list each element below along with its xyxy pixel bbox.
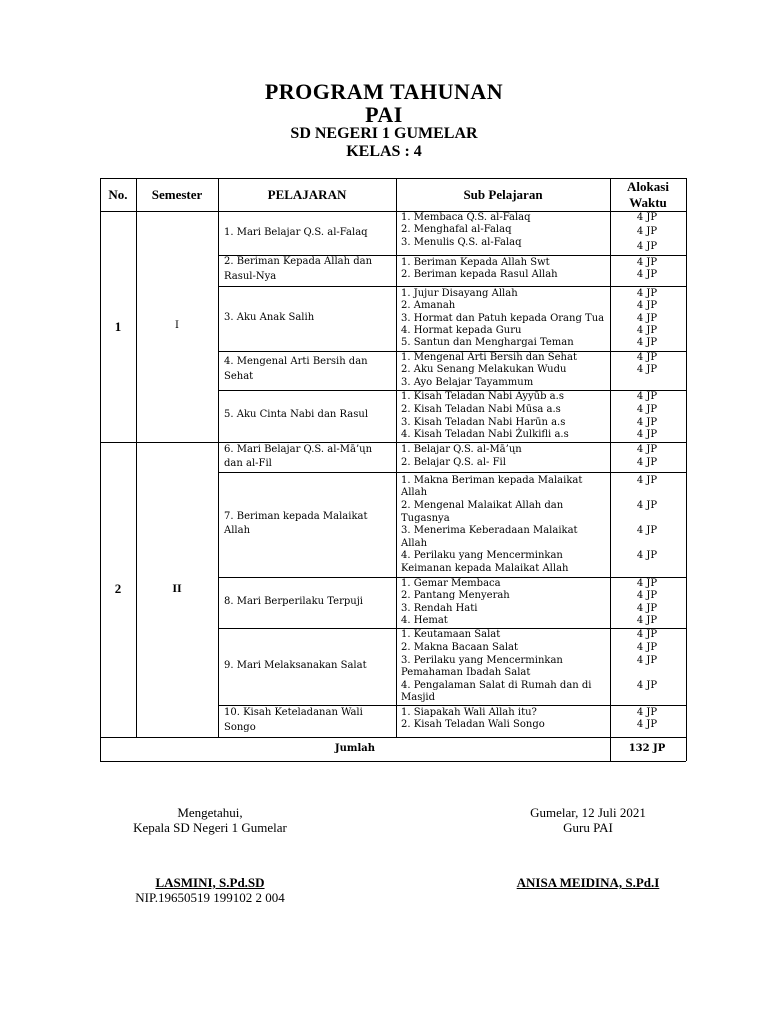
row-number-1: 1 bbox=[114, 319, 122, 334]
jp-value: 4 JP bbox=[636, 288, 658, 299]
sub-item: 2. Belajar Q.S. al- Fil bbox=[401, 457, 506, 468]
jp-value: 4 JP bbox=[636, 500, 658, 511]
sub-item: 1. Gemar Membaca bbox=[401, 578, 501, 589]
sub-item: 3. Rendah Hati bbox=[401, 603, 478, 614]
jp-value: 4 JP bbox=[636, 300, 658, 311]
lesson-7: 7. Beriman kepada Malaikat bbox=[224, 511, 368, 522]
sub-item: 3. Kisah Teladan Nabi Harūn a.s bbox=[401, 417, 566, 428]
sub-item: 2. Aku Senang Melakukan Wudu bbox=[401, 364, 567, 375]
sig-right-name: ANISA MEIDINA, S.Pd.I bbox=[516, 875, 660, 890]
jp-value: 4 JP bbox=[636, 391, 658, 402]
sub-item: 3. Perilaku yang Mencerminkan bbox=[401, 655, 563, 666]
jp-value: 4 JP bbox=[636, 352, 658, 363]
jp-value: 4 JP bbox=[636, 642, 658, 653]
doc-title: PROGRAM TAHUNAN bbox=[264, 79, 504, 104]
jp-value: 4 JP bbox=[636, 417, 658, 428]
sub-item: 1. Siapakah Wali Allah itu? bbox=[401, 707, 537, 718]
sub-item: 1. Membaca Q.S. al-Falaq bbox=[401, 212, 531, 223]
total-label: Jumlah bbox=[334, 743, 376, 754]
jp-value: 4 JP bbox=[636, 578, 658, 589]
jp-value: 4 JP bbox=[636, 269, 658, 280]
sub-item: 1. Kisah Teladan Nabi Ayyūb a.s bbox=[401, 391, 564, 402]
sig-left-label: Mengetahui, bbox=[177, 805, 243, 820]
jp-value: 4 JP bbox=[636, 325, 658, 336]
sub-item: 1. Belajar Q.S. al-Mā’ųn bbox=[401, 444, 522, 455]
sub-item: 3. Menulis Q.S. al-Falaq bbox=[401, 237, 522, 248]
jp-value: 4 JP bbox=[636, 475, 658, 486]
jp-value: 4 JP bbox=[636, 337, 658, 348]
sub-item: Allah bbox=[401, 487, 428, 498]
total-value: 132 JP bbox=[628, 743, 666, 754]
lesson-2: 2. Beriman Kepada Allah dan bbox=[224, 256, 373, 267]
sub-item: 2. Beriman kepada Rasul Allah bbox=[401, 269, 558, 280]
sub-item: 2. Kisah Teladan Wali Songo bbox=[401, 719, 545, 730]
jp-value: 4 JP bbox=[636, 444, 658, 455]
jp-value: 4 JP bbox=[636, 615, 658, 626]
sub-item: Masjid bbox=[401, 692, 436, 703]
sig-left-name: LASMINI, S.Pd.SD bbox=[155, 875, 265, 890]
jp-value: 4 JP bbox=[636, 429, 658, 440]
sub-item: 3. Menerima Keberadaan Malaikat bbox=[401, 525, 578, 536]
jp-value: 4 JP bbox=[636, 241, 658, 252]
jp-value: 4 JP bbox=[636, 525, 658, 536]
jp-value: 4 JP bbox=[636, 404, 658, 415]
sub-item: 1. Jujur Disayang Allah bbox=[401, 288, 518, 299]
semester-2: II bbox=[172, 581, 182, 595]
school-name: SD NEGERI 1 GUMELAR bbox=[290, 125, 478, 142]
sig-left-title: Kepala SD Negeri 1 Gumelar bbox=[133, 820, 287, 835]
jp-value: 4 JP bbox=[636, 719, 658, 730]
lesson-7-cont: Allah bbox=[224, 525, 251, 536]
lesson-4: 4. Mengenal Arti Bersih dan bbox=[224, 356, 368, 367]
jp-value: 4 JP bbox=[636, 590, 658, 601]
lesson-6-cont: dan al-Fil bbox=[224, 458, 272, 469]
header-pelajaran: PELAJARAN bbox=[267, 187, 347, 202]
header-no: No. bbox=[108, 187, 128, 202]
sub-item: 1. Beriman Kepada Allah Swt bbox=[401, 257, 550, 268]
sig-right-title: Guru PAI bbox=[563, 820, 613, 835]
jp-value: 4 JP bbox=[636, 212, 658, 223]
lesson-5: 5. Aku Cinta Nabi dan Rasul bbox=[224, 409, 369, 420]
jp-value: 4 JP bbox=[636, 680, 658, 691]
jp-value: 4 JP bbox=[636, 457, 658, 468]
jp-value: 4 JP bbox=[636, 707, 658, 718]
jp-value: 4 JP bbox=[636, 226, 658, 237]
row-number-2: 2 bbox=[114, 581, 122, 596]
lesson-2-cont: Rasul-Nya bbox=[224, 271, 277, 282]
sub-item: 4. Hemat bbox=[401, 615, 448, 626]
sub-item: 4. Kisah Teladan Nabi Żulkifli a.s bbox=[401, 429, 569, 440]
jp-value: 4 JP bbox=[636, 655, 658, 666]
header-alokasi: Alokasi bbox=[627, 179, 669, 194]
doc-subtitle: PAI bbox=[365, 102, 403, 127]
lesson-4-cont: Sehat bbox=[224, 371, 254, 382]
sub-item: 1. Makna Beriman kepada Malaikat bbox=[401, 475, 583, 486]
sub-item: 3. Hormat dan Patuh kepada Orang Tua bbox=[401, 313, 605, 324]
jp-value: 4 JP bbox=[636, 629, 658, 640]
jp-value: 4 JP bbox=[636, 550, 658, 561]
jp-value: 4 JP bbox=[636, 603, 658, 614]
lesson-10-cont: Songo bbox=[224, 722, 256, 733]
sub-item: 2. Kisah Teladan Nabi Mūsa a.s bbox=[401, 404, 561, 415]
sig-left-nip: NIP.19650519 199102 2 004 bbox=[135, 890, 285, 905]
sig-right-date: Gumelar, 12 Juli 2021 bbox=[530, 805, 646, 820]
sub-item: 3. Ayo Belajar Tayammum bbox=[401, 377, 534, 388]
class-label: KELAS : 4 bbox=[346, 143, 422, 160]
sub-item: Keimanan kepada Malaikat Allah bbox=[401, 563, 569, 574]
header-waktu: Waktu bbox=[629, 195, 667, 210]
jp-value: 4 JP bbox=[636, 257, 658, 268]
sub-item: Allah bbox=[401, 538, 428, 549]
lesson-6: 6. Mari Belajar Q.S. al-Mā’ųn bbox=[224, 444, 373, 455]
lesson-8: 8. Mari Berperilaku Terpuji bbox=[224, 596, 363, 607]
lesson-9: 9. Mari Melaksanakan Salat bbox=[224, 660, 367, 671]
lesson-10: 10. Kisah Keteladanan Wali bbox=[224, 707, 363, 718]
sub-item: 2. Menghafal al-Falaq bbox=[401, 224, 512, 235]
sub-item: 4. Perilaku yang Mencerminkan bbox=[401, 550, 563, 561]
sub-item: 1. Keutamaan Salat bbox=[401, 629, 501, 640]
header-sub-pelajaran: Sub Pelajaran bbox=[463, 187, 543, 202]
sub-item: 4. Pengalaman Salat di Rumah dan di bbox=[401, 680, 592, 691]
sub-item: Pemahaman Ibadah Salat bbox=[401, 667, 531, 678]
sub-item: Tugasnya bbox=[401, 513, 450, 524]
sub-item: 2. Amanah bbox=[401, 300, 456, 311]
sub-item: 1. Mengenal Arti Bersih dan Sehat bbox=[401, 352, 577, 363]
jp-value: 4 JP bbox=[636, 364, 658, 375]
header-semester: Semester bbox=[151, 187, 203, 202]
sub-item: 2. Makna Bacaan Salat bbox=[401, 642, 519, 653]
semester-1: I bbox=[175, 320, 179, 331]
sub-item: 2. Pantang Menyerah bbox=[401, 590, 510, 601]
sub-item: 2. Mengenal Malaikat Allah dan bbox=[401, 500, 564, 511]
lesson-1: 1. Mari Belajar Q.S. al-Falaq bbox=[224, 227, 368, 238]
jp-value: 4 JP bbox=[636, 313, 658, 324]
sub-item: 5. Santun dan Menghargai Teman bbox=[401, 337, 574, 348]
sub-item: 4. Hormat kepada Guru bbox=[401, 325, 522, 336]
lesson-3: 3. Aku Anak Salih bbox=[224, 312, 315, 323]
